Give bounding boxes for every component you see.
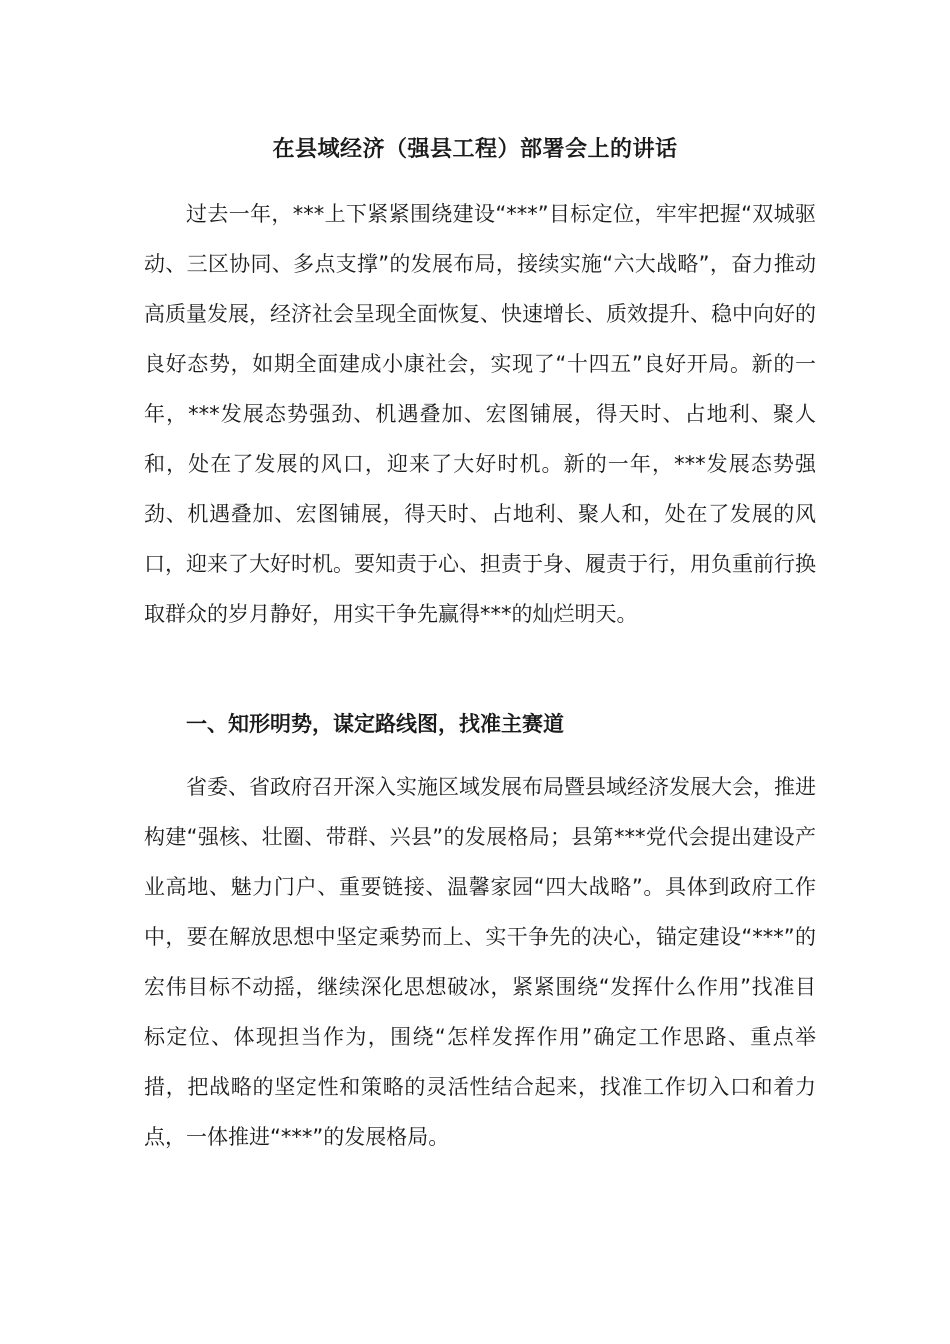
paragraph-intro: 过去一年，***上下紧紧围绕建设“***”目标定位，牢牢把握“双城驱动、三区协同、多点支撑”的发展布局，接续实施“六大战略”，奋力推动高质量发展，经济社会呈现全面恢复、快速增长、质效提升、稳中向好的良好态势，如期全面建成小康社会，实现了“十四五”良好开局。新的一年，***发展态势强劲、机遇叠加、宏图铺展，得天时、占地利、聚人和，处在了发展的风口，迎来了大好时机。新的一年，***发展态势强劲、机遇叠加、宏图铺展，得天时、占地利、聚人和，处在了发展的风口，迎来了大好时机。要知责于心、担责于身、履责于行，用负重前行换取群众的岁月静好，用实干争先赢得***的灿烂明天。: [144, 202, 816, 626]
section-heading-1: 一、知形明势，谋定路线图，找准主赛道: [186, 712, 564, 736]
paragraph-section-1: 省委、省政府召开深入实施区域发展布局暨县域经济发展大会，推进构建“强核、壮圈、带群、兴县”的发展格局；县第***党代会提出建设产业高地、魅力门户、重要链接、温馨家园“四大战略”。具体到政府工作中，要在解放思想中坚定乘势而上、实干争先的决心，锚定建设“***”的宏伟目标不动摇，继续深化思想破冰，紧紧围绕“发挥什么作用”找准目标定位、体现担当作为，围绕“怎样发挥作用”确定工作思路、重点举措，把战略的坚定性和策略的灵活性结合起来，找准工作切入口和着力点，一体推进“***”的发展格局。: [144, 775, 816, 1149]
document-title: 在县域经济（强县工程）部署会上的讲话: [272, 137, 678, 162]
